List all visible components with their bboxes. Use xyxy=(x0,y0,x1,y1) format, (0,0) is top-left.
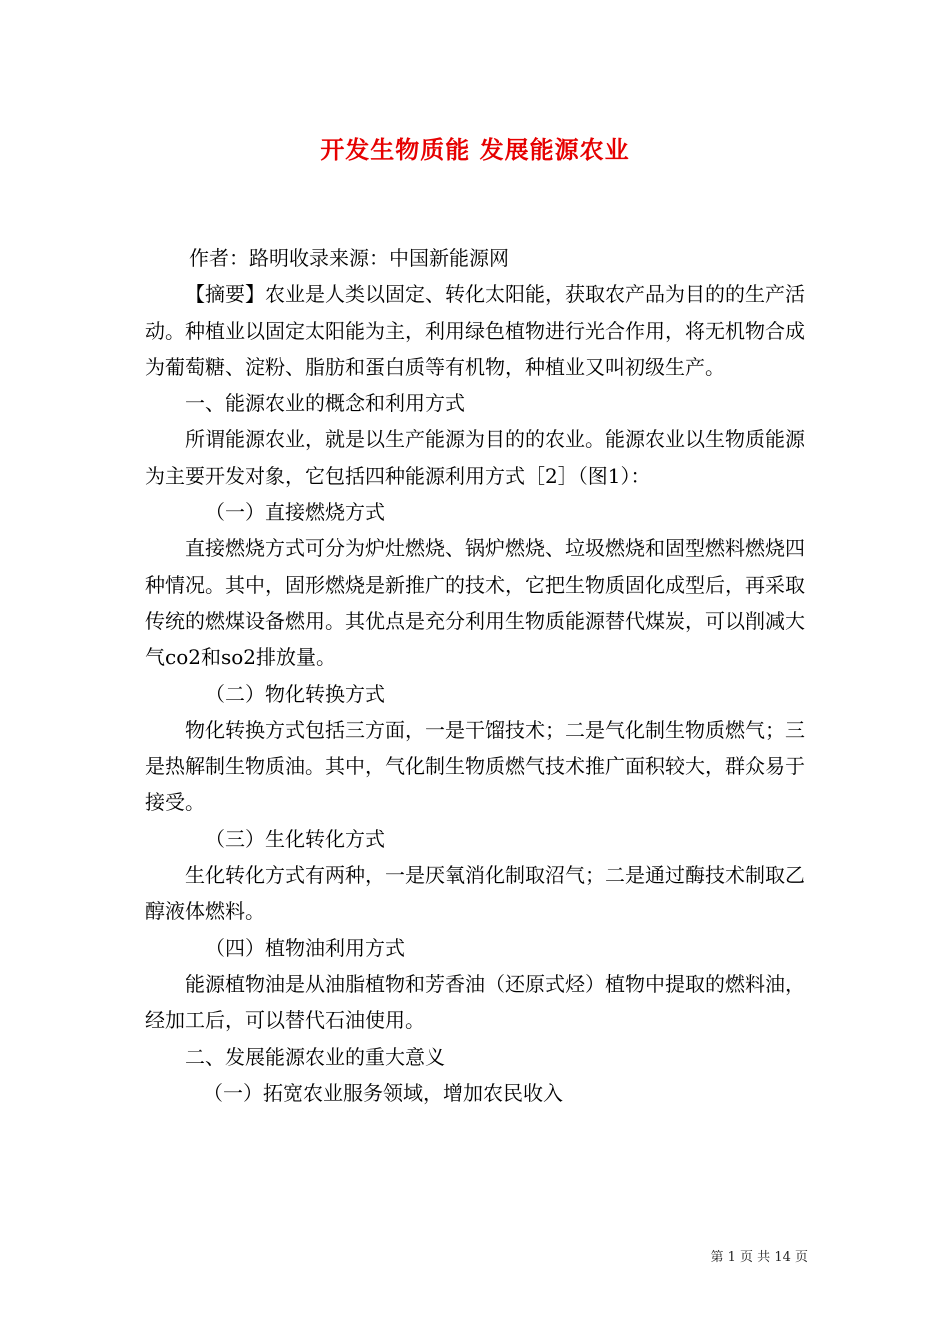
page-number-footer: 第 1 页 共 14 页 xyxy=(710,1250,808,1265)
section-heading: 一、能源农业的概念和利用方式 xyxy=(185,391,465,416)
subsection-paragraph: 直接燃烧方式可分为炉灶燃烧、锅炉燃烧、垃圾燃烧和固型燃料燃烧四种情况。其中，固形燃烧是新推广的技术，它把生物质固化成型后，再采取传统的燃煤设备燃用。其优点是充分利用生物质能源替代煤炭，可以削减大气co2和so2排放量。 xyxy=(145,536,805,670)
subsection-heading: （一）直接燃烧方式 xyxy=(205,500,385,525)
author-line: 作者：路明收录来源：中国新能源网 xyxy=(189,246,509,270)
abstract-paragraph: 【摘要】农业是人类以固定、转化太阳能，获取农产品为目的的生产活动。种植业以固定太阳能为主，利用绿色植物进行光合作用，将无机物合成为葡萄糖、淀粉、脂肪和蛋白质等有机物，种植业又叫初级生产。 xyxy=(145,282,805,379)
subsection-heading: （二）物化转换方式 xyxy=(205,681,385,706)
subsection-paragraph: 能源植物油是从油脂植物和芳香油（还原式烃）植物中提取的燃料油，经加工后，可以替代石油使用。 xyxy=(145,971,805,1033)
subsection-heading: （三）生化转化方式 xyxy=(205,826,385,851)
subsection-paragraph: 生化转化方式有两种，一是厌氧消化制取沼气；二是通过酶技术制取乙醇液体燃料。 xyxy=(145,863,805,924)
subsection-heading: （一）拓宽农业服务领域，增加农民收入 xyxy=(203,1080,563,1105)
subsection-paragraph: 物化转换方式包括三方面，一是干馏技术；二是气化制生物质燃气；三是热解制生物质油。其中，气化制生物质燃气技术推广面积较大，群众易于接受。 xyxy=(145,717,805,815)
section-heading: 二、发展能源农业的重大意义 xyxy=(185,1044,445,1069)
document-body xyxy=(145,240,805,1111)
section-intro-paragraph: 所谓能源农业，就是以生产能源为目的的农业。能源农业以生物质能源为主要开发对象，它包括四种能源利用方式［2］（图1）： xyxy=(145,427,805,488)
document-title: 开发生物质能 发展能源农业 xyxy=(320,135,630,164)
subsection-heading: （四）植物油利用方式 xyxy=(205,935,405,960)
